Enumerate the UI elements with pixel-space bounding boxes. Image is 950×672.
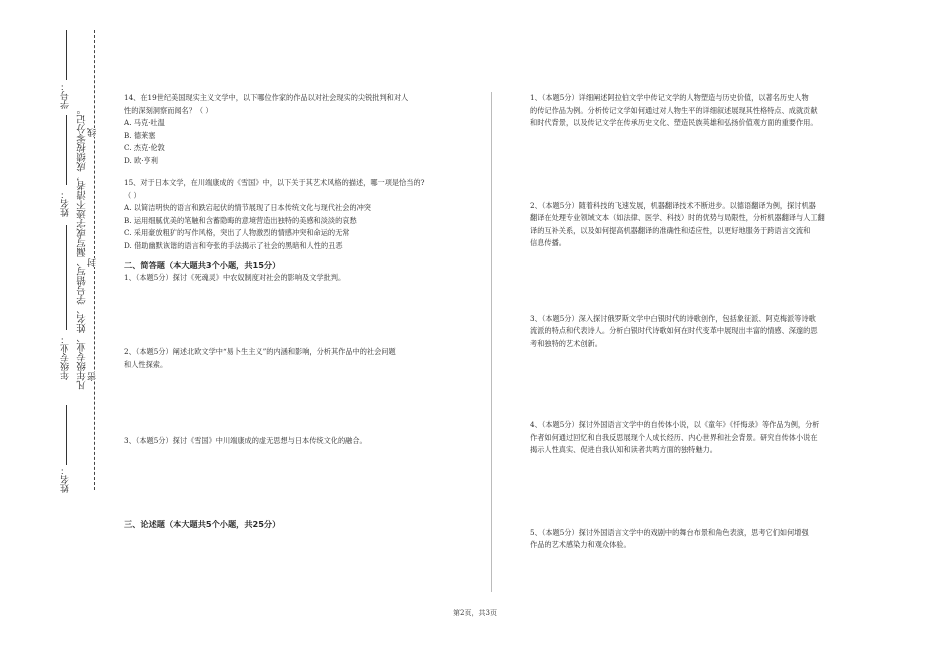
q15-option-a: A. 以简洁明快的语言和跌宕起伏的情节展现了日本传统文化与现代社会的冲突 (124, 203, 371, 212)
q15-stem-line1: 15、对于日本文学，在川端康成的《雪国》中，以下关于其艺术风格的描述，哪一项是恰当的? (124, 178, 425, 187)
left-column (124, 92, 474, 530)
q14-stem-line2: 性的深刻洞察而闻名？（ ） (124, 105, 213, 115)
essay-3 (530, 313, 862, 351)
name-line-bottom (66, 405, 67, 465)
section-2-title: 二、简答题（本大题共3个小题，共15分） (124, 260, 281, 270)
name-line-top (66, 115, 67, 185)
essay-2-line3: 译的互补关系，以及如何提高机器翻译的准确性和适应性，以更好地服务于跨语言交流和 (530, 225, 811, 235)
essay-1 (530, 92, 862, 130)
essay-2 (530, 200, 862, 250)
warning-text: 凡年级专业、姓名、学号错写、漏写或字迹不清者，成绩按零分记。 (77, 105, 88, 390)
cut-mark-top: 线 (88, 128, 98, 137)
q14-option-a: A. 马克·吐温 (124, 118, 165, 127)
question-14 (124, 92, 474, 167)
essay-1-line2: 的传记作品为例。分析传记文学如何通过对人物生平的详细叙述展现其性格特点、成就贡献 (530, 105, 818, 115)
page-footer: 第2页，共3页 (453, 609, 497, 617)
short-answer-1: 1、（本题5分）探讨《死魂灵》中农奴制度对社会的影响及文学批判。 (124, 272, 346, 282)
essay-5-line2: 作品的艺术感染力和观众体验。 (530, 540, 631, 549)
cut-mark-bottom: 密 (88, 372, 98, 381)
essay-3-line1: 3、（本题5分）深入探讨俄罗斯文学中白银时代的诗歌创作，包括象征派、阿克梅派等诗歌 (530, 313, 816, 323)
essay-3-line2: 流派的特点和代表诗人。分析白银时代诗歌如何在时代变革中展现出丰富的情感、深邃的思 (530, 326, 818, 335)
essay-5 (530, 527, 862, 552)
essay-2-line2: 翻译在处理专业领域文本（如法律、医学、科技）时的优势与局限性，分析机器翻译与人工翻 (530, 213, 825, 222)
q14-option-c: C. 杰克·伦敦 (124, 143, 165, 152)
q15-option-c: C. 采用豪放粗犷的写作风格，突出了人物激烈的情感冲突和命运的无常 (124, 228, 350, 237)
q15-stem-line2: （ ） (124, 190, 141, 200)
q14-option-d: D. 欧·亨利 (124, 155, 158, 165)
section-3-title: 三、论述题（本大题共5个小题，共25分） (124, 518, 281, 529)
student-no-label: 学号： (61, 82, 71, 109)
q15-option-d: D. 借助幽默诙谐的语言和夸张的手法揭示了社会的黑暗和人性的丑恶 (124, 240, 343, 250)
cut-mark-mid: 封 (88, 258, 98, 267)
short-answer-2-line2: 和人性探索。 (124, 359, 168, 369)
essay-2-line1: 2、（本题5分）随着科技的飞速发展，机器翻译技术不断进步。以德语翻译为例，探讨机器 (530, 200, 816, 210)
essay-1-line1: 1、（本题5分）详细阐述阿拉伯文学中传记文学的人物塑造与历史价值，以著名历史人物 (530, 93, 809, 102)
essay-4-line1: 4、（本题5分）探讨外国语言文学中的自传体小说，以《童年》《忏悔录》等作品为例，分析 (530, 420, 820, 429)
essay-5-line1: 5、（本题5分）探讨外国语言文学中的戏剧中的舞台布景和角色表演，思考它们如何增强 (530, 527, 809, 537)
name-label: 姓名： (61, 466, 71, 493)
short-answer-2-line1: 2、（本题5分）阐述北欧文学中“易卜生主义”的内涵和影响，分析其作品中的社会问题 (124, 347, 396, 356)
class-name-label: 姓名： (61, 190, 71, 217)
essay-4-line2: 作者如何通过回忆和自我反思展现个人成长经历、内心世界和社会背景。研究自传体小说在 (530, 432, 818, 442)
essay-2-line4: 信息传播。 (530, 238, 566, 247)
essay-4 (530, 419, 862, 457)
student-no-line (66, 30, 67, 80)
essay-4-line3: 揭示人性真实、促进自我认知和读者共鸣方面的独特魅力。 (530, 445, 717, 454)
q15-option-b: B. 运用细腻优美的笔触和含蓄隐晦的意境营造出独特的美感和淡淡的哀愁 (124, 215, 357, 225)
essay-1-line3: 和时代背景，以及传记文学在传承历史文化、塑造民族英雄和弘扬价值观方面的重要作用。 (530, 118, 818, 127)
question-15 (124, 177, 474, 252)
column-divider (491, 92, 492, 592)
binding-margin (0, 0, 120, 672)
q14-stem-line1: 14、在19世纪美国现实主义文学中，以下哪位作家的作品以对社会现实的尖锐批判和对人 (124, 93, 409, 102)
q14-option-b: B. 德莱塞 (124, 130, 156, 140)
right-column (530, 92, 862, 552)
essay-3-line3: 考和独特的艺术创新。 (530, 338, 602, 348)
short-answer-3: 3、（本题5分）探讨《雪国》中川端康成的虚无思想与日本传统文化的融合。 (124, 436, 367, 445)
grade-line (66, 225, 67, 330)
grade-major-label: 年级专业： (61, 335, 71, 380)
